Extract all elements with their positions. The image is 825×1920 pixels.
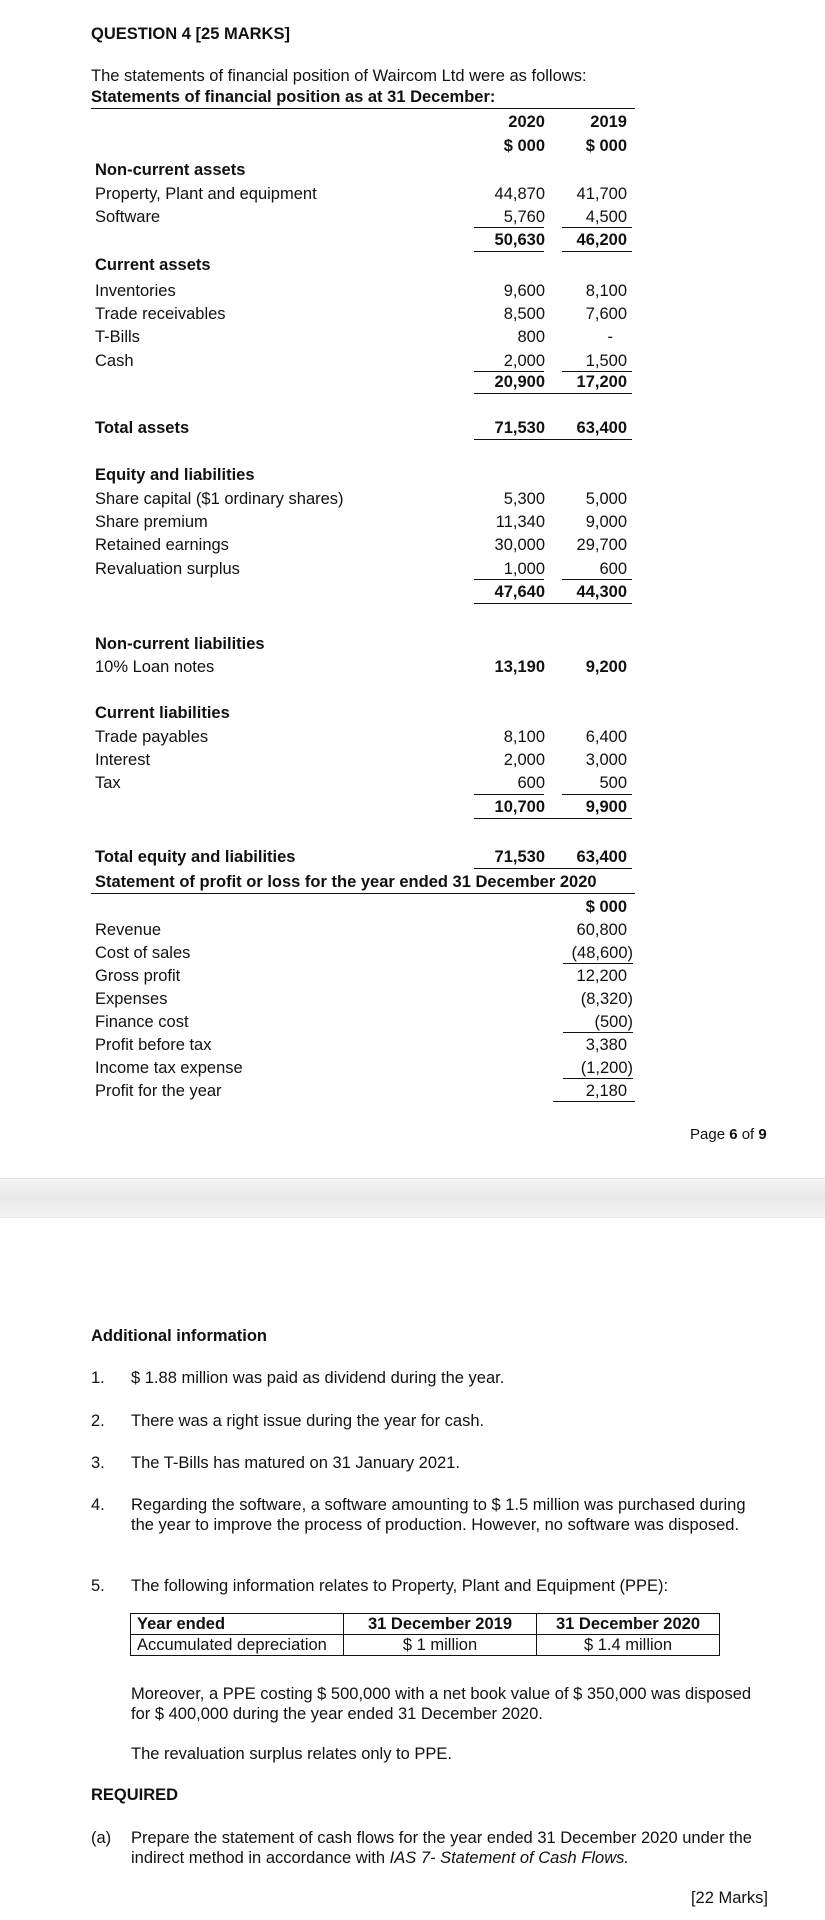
page-current: 6 (729, 1126, 738, 1143)
row-value-2019: 600 (599, 560, 627, 578)
row-label: Revaluation surplus (95, 560, 240, 578)
row-label: Share capital ($1 ordinary shares) (95, 490, 344, 508)
pl-row-label: Gross profit (95, 967, 181, 985)
underline (553, 1101, 635, 1102)
total-eq-liab-2020: 71,530 (494, 848, 545, 866)
page-prefix: Page (690, 1126, 730, 1143)
row-label: Tax (95, 774, 121, 792)
underline (562, 251, 632, 252)
underline (474, 603, 632, 604)
item-text: $ 1.88 million was paid as dividend during the year. (131, 1369, 505, 1387)
underline (474, 794, 544, 795)
item-number: 1. (91, 1369, 105, 1387)
row-label: Trade payables (95, 728, 209, 746)
row-value-2019: 500 (599, 774, 627, 792)
pl-row-value: 3,380 (585, 1036, 627, 1054)
page-break (0, 1178, 825, 1218)
equity-total-2019: 44,300 (576, 583, 627, 601)
row-label: Trade receivables (95, 305, 226, 323)
underline (474, 439, 632, 440)
item-number: 4. (91, 1496, 105, 1514)
underline (563, 963, 633, 964)
row-value-2020: 600 (517, 774, 545, 792)
total-assets-label: Total assets (95, 419, 190, 437)
row-value-2020: 8,100 (503, 728, 545, 746)
page-total: 9 (758, 1126, 767, 1143)
col-year-2019: 2019 (590, 113, 627, 131)
page-middle: of (737, 1126, 759, 1143)
required-text-italic: IAS 7- Statement of Cash Flows. (389, 1849, 629, 1867)
nca-total-2019: 46,200 (576, 231, 627, 249)
pl-row-value: (48,600) (571, 944, 633, 962)
question-heading: QUESTION 4 [25 MARKS] (91, 25, 290, 43)
underline (474, 818, 632, 819)
pl-title: Statement of profit or loss for the year ended 31 December 2020 (95, 873, 597, 891)
row-value-2019: 4,500 (585, 208, 627, 226)
pl-row-value: 12,200 (576, 967, 627, 985)
ca-heading: Current assets (95, 256, 211, 274)
item-text: The T-Bills has matured on 31 January 2021. (131, 1454, 460, 1472)
row-value-2019: 1,500 (585, 352, 627, 370)
required-heading: REQUIRED (91, 1786, 179, 1804)
row-label: Property, Plant and equipment (95, 185, 317, 203)
underline (91, 893, 635, 894)
underline (563, 1032, 633, 1033)
required-marks: [22 Marks] (690, 1889, 768, 1907)
required-text (131, 1828, 771, 1868)
underline (474, 868, 632, 869)
item-text: There was a right issue during the year for cash. (131, 1412, 485, 1430)
table-header-cell: Year ended (131, 1614, 344, 1635)
pl-row-label: Revenue (95, 921, 162, 939)
nca-heading: Non-current assets (95, 161, 246, 179)
table-row (131, 1635, 720, 1656)
row-value-2020: 13,190 (494, 658, 545, 676)
item-number: 5. (91, 1577, 105, 1595)
row-value-2020: 5,300 (503, 490, 545, 508)
total-assets-2019: 63,400 (576, 419, 627, 437)
pl-row-value: (1,200) (580, 1059, 633, 1077)
row-value-2019: - (607, 328, 613, 346)
item-number: 3. (91, 1454, 105, 1472)
underline (474, 227, 544, 228)
table-cell: Accumulated depreciation (131, 1635, 344, 1656)
revaluation-note: The revaluation surplus relates only to PPE. (131, 1745, 453, 1763)
row-value-2020: 5,760 (503, 208, 545, 226)
row-value-2020: 44,870 (494, 185, 545, 203)
equity-heading: Equity and liabilities (95, 466, 255, 484)
table-row (131, 1614, 720, 1635)
row-value-2019: 7,600 (585, 305, 627, 323)
cl-total-2019: 9,900 (585, 798, 627, 816)
required-label: (a) (91, 1829, 112, 1847)
underline (562, 227, 632, 228)
item-number: 2. (91, 1412, 105, 1430)
row-label: Share premium (95, 513, 208, 531)
pl-row-label: Profit before tax (95, 1036, 212, 1054)
row-value-2020: 11,340 (495, 513, 545, 531)
pl-row-label: Income tax expense (95, 1059, 243, 1077)
cl-total-2020: 10,700 (494, 798, 545, 816)
row-value-2020: 30,000 (494, 536, 545, 554)
required-text-main: Prepare the statement of cash flows for the year ended 31 December 2020 under the indirect method in accordance with (131, 1829, 752, 1867)
row-label: 10% Loan notes (95, 658, 215, 676)
row-value-2019: 8,100 (585, 282, 627, 300)
col-year-2020: 2020 (508, 113, 545, 131)
equity-total-2020: 47,640 (494, 583, 545, 601)
table-cell: $ 1 million (344, 1635, 537, 1656)
item-text: The following information relates to Property, Plant and Equipment (PPE): (131, 1577, 669, 1595)
pl-row-value: (8,320) (580, 990, 633, 1008)
table-cell: $ 1.4 million (537, 1635, 720, 1656)
underline (474, 579, 544, 580)
row-value-2020: 8,500 (503, 305, 545, 323)
row-value-2019: 41,700 (576, 185, 627, 203)
pl-row-label: Finance cost (95, 1013, 189, 1031)
item-text: Regarding the software, a software amounting to $ 1.5 million was purchased during the year to improve the process of production. However, no software was disposed. (131, 1496, 746, 1534)
col-unit-2019: $ 000 (585, 137, 627, 155)
total-eq-liab-2019: 63,400 (576, 848, 627, 866)
pl-row-label: Cost of sales (95, 944, 191, 962)
pl-row-label: Expenses (95, 990, 168, 1008)
row-value-2020: 1,000 (503, 560, 545, 578)
ppe-table (130, 1613, 720, 1656)
underline (563, 1078, 633, 1079)
row-value-2020: 9,600 (503, 282, 545, 300)
intro-text: The statements of financial position of Waircom Ltd were as follows: (91, 67, 587, 85)
sofp-title: Statements of financial position as at 31 December: (91, 88, 496, 106)
title-underline (91, 108, 635, 109)
pl-unit: $ 000 (585, 898, 627, 916)
page-number (690, 1126, 767, 1143)
row-label: Inventories (95, 282, 176, 300)
row-value-2019: 3,000 (585, 751, 627, 769)
table-header-cell: 31 December 2020 (537, 1614, 720, 1635)
col-unit-2020: $ 000 (503, 137, 545, 155)
ncl-heading: Non-current liabilities (95, 635, 265, 653)
row-value-2020: 800 (517, 328, 545, 346)
row-label: Interest (95, 751, 151, 769)
total-assets-2020: 71,530 (494, 419, 545, 437)
pl-row-label: Profit for the year (95, 1082, 222, 1100)
row-label: Retained earnings (95, 536, 229, 554)
cl-heading: Current liabilities (95, 704, 230, 722)
nca-total-2020: 50,630 (494, 231, 545, 249)
row-label: Software (95, 208, 161, 226)
ca-total-2020: 20,900 (494, 373, 545, 391)
moreover-text: Moreover, a PPE costing $ 500,000 with a net book value of $ 350,000 was disposed for $ 400,000 during the year ended 31 December 2020. (131, 1685, 752, 1723)
row-value-2020: 2,000 (503, 751, 545, 769)
underline (562, 579, 632, 580)
row-value-2019: 9,200 (585, 658, 627, 676)
underline (474, 393, 632, 394)
pl-row-value: 60,800 (576, 921, 627, 939)
total-eq-liab-label: Total equity and liabilities (95, 848, 296, 866)
row-value-2019: 29,700 (576, 536, 627, 554)
row-value-2020: 2,000 (503, 352, 545, 370)
row-label: T-Bills (95, 328, 140, 346)
pl-row-value: 2,180 (585, 1082, 627, 1100)
row-value-2019: 9,000 (585, 513, 627, 531)
row-value-2019: 6,400 (585, 728, 627, 746)
pl-row-value: (500) (594, 1013, 633, 1031)
additional-heading: Additional information (91, 1327, 267, 1345)
row-label: Cash (95, 352, 134, 370)
underline (474, 251, 544, 252)
row-value-2019: 5,000 (585, 490, 627, 508)
ca-total-2019: 17,200 (576, 373, 627, 391)
underline (562, 794, 632, 795)
table-header-cell: 31 December 2019 (344, 1614, 537, 1635)
